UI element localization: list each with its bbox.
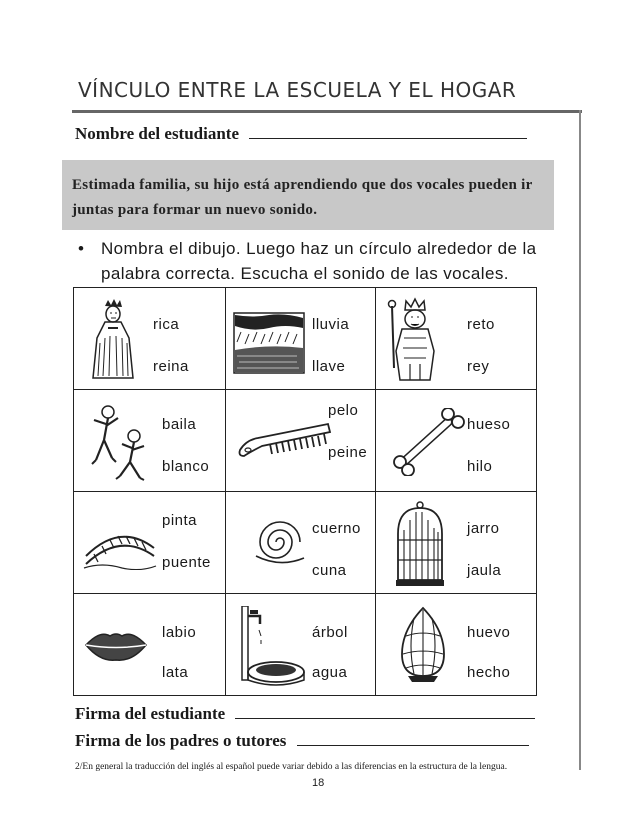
grid-cell — [226, 594, 376, 695]
title-rule — [72, 110, 582, 113]
grid-cell — [226, 390, 376, 492]
bridge-icon — [82, 518, 158, 570]
grid-cell — [376, 594, 536, 695]
faucet-icon — [236, 606, 308, 688]
grid-cell — [74, 288, 226, 390]
grid-cell — [376, 390, 536, 492]
word-option[interactable]: llave — [312, 358, 346, 375]
grid-cell — [376, 492, 536, 594]
grid-cell — [74, 594, 226, 695]
word-option[interactable]: rica — [153, 316, 180, 333]
bullet-point: • — [78, 239, 85, 258]
word-option[interactable]: huevo — [467, 624, 511, 641]
grid-cell — [74, 492, 226, 594]
right-margin-rule — [579, 110, 581, 770]
word-option[interactable]: peine — [328, 444, 368, 461]
rain-icon — [233, 312, 305, 374]
word-option[interactable]: jaula — [467, 562, 502, 579]
king-icon — [386, 296, 444, 384]
grid-cell — [74, 390, 226, 492]
page-number: 18 — [312, 777, 325, 789]
word-option[interactable]: puente — [162, 554, 211, 571]
word-option[interactable]: cuerno — [312, 520, 361, 537]
student-signature-field[interactable] — [235, 704, 535, 719]
egg-icon — [398, 606, 448, 684]
word-option[interactable]: baila — [162, 416, 197, 433]
parent-signature-label: Firma de los padres o tutores — [75, 731, 287, 750]
word-option[interactable]: rey — [467, 358, 490, 375]
student-signature-row — [75, 704, 535, 724]
shell-icon — [254, 516, 306, 570]
grid-cell — [376, 288, 536, 390]
word-option[interactable]: lluvia — [312, 316, 350, 333]
word-option[interactable]: labio — [162, 624, 197, 641]
translation-footnote: 2/En general la traducción del inglés al español puede variar debido a las diferencias en la estructura de la lengua. — [75, 762, 508, 772]
grid-cell — [226, 492, 376, 594]
student-name-row — [75, 124, 527, 144]
word-option[interactable]: blanco — [162, 458, 210, 475]
page-title: VÍNCULO ENTRE LA ESCUELA Y EL HOGAR — [78, 78, 517, 102]
word-option[interactable]: jarro — [467, 520, 500, 537]
bone-icon — [392, 408, 466, 476]
parent-signature-row — [75, 731, 529, 751]
word-option[interactable]: pinta — [162, 512, 198, 529]
word-option[interactable]: cuna — [312, 562, 347, 579]
student-name-label: Nombre del estudiante — [75, 124, 240, 143]
word-option[interactable]: reto — [467, 316, 495, 333]
picture-word-grid — [73, 287, 537, 696]
word-option[interactable]: hilo — [467, 458, 493, 475]
dancers-icon — [86, 400, 152, 482]
student-name-field[interactable] — [249, 124, 527, 139]
word-option[interactable]: hueso — [467, 416, 511, 433]
queen-icon — [88, 298, 138, 380]
word-option[interactable]: hecho — [467, 664, 511, 681]
family-note-text: Estimada familia, su hijo está aprendiendo que dos vocales pueden ir juntas para formar un nuevo sonido. — [72, 177, 533, 218]
birdcage-icon — [394, 500, 446, 588]
word-option[interactable]: pelo — [328, 402, 359, 419]
word-option[interactable]: agua — [312, 664, 348, 681]
word-option[interactable]: árbol — [312, 624, 348, 641]
grid-cell — [226, 288, 376, 390]
instruction-text: Nombra el dibujo. Luego haz un círculo alrededor de la palabra correcta. Escucha el sonido de las vocales. — [101, 239, 537, 283]
parent-signature-field[interactable] — [297, 731, 529, 746]
word-option[interactable]: lata — [162, 664, 189, 681]
comb-icon — [236, 412, 336, 462]
word-option[interactable]: reina — [153, 358, 189, 375]
lips-icon — [84, 628, 148, 662]
student-signature-label: Firma del estudiante — [75, 704, 226, 723]
